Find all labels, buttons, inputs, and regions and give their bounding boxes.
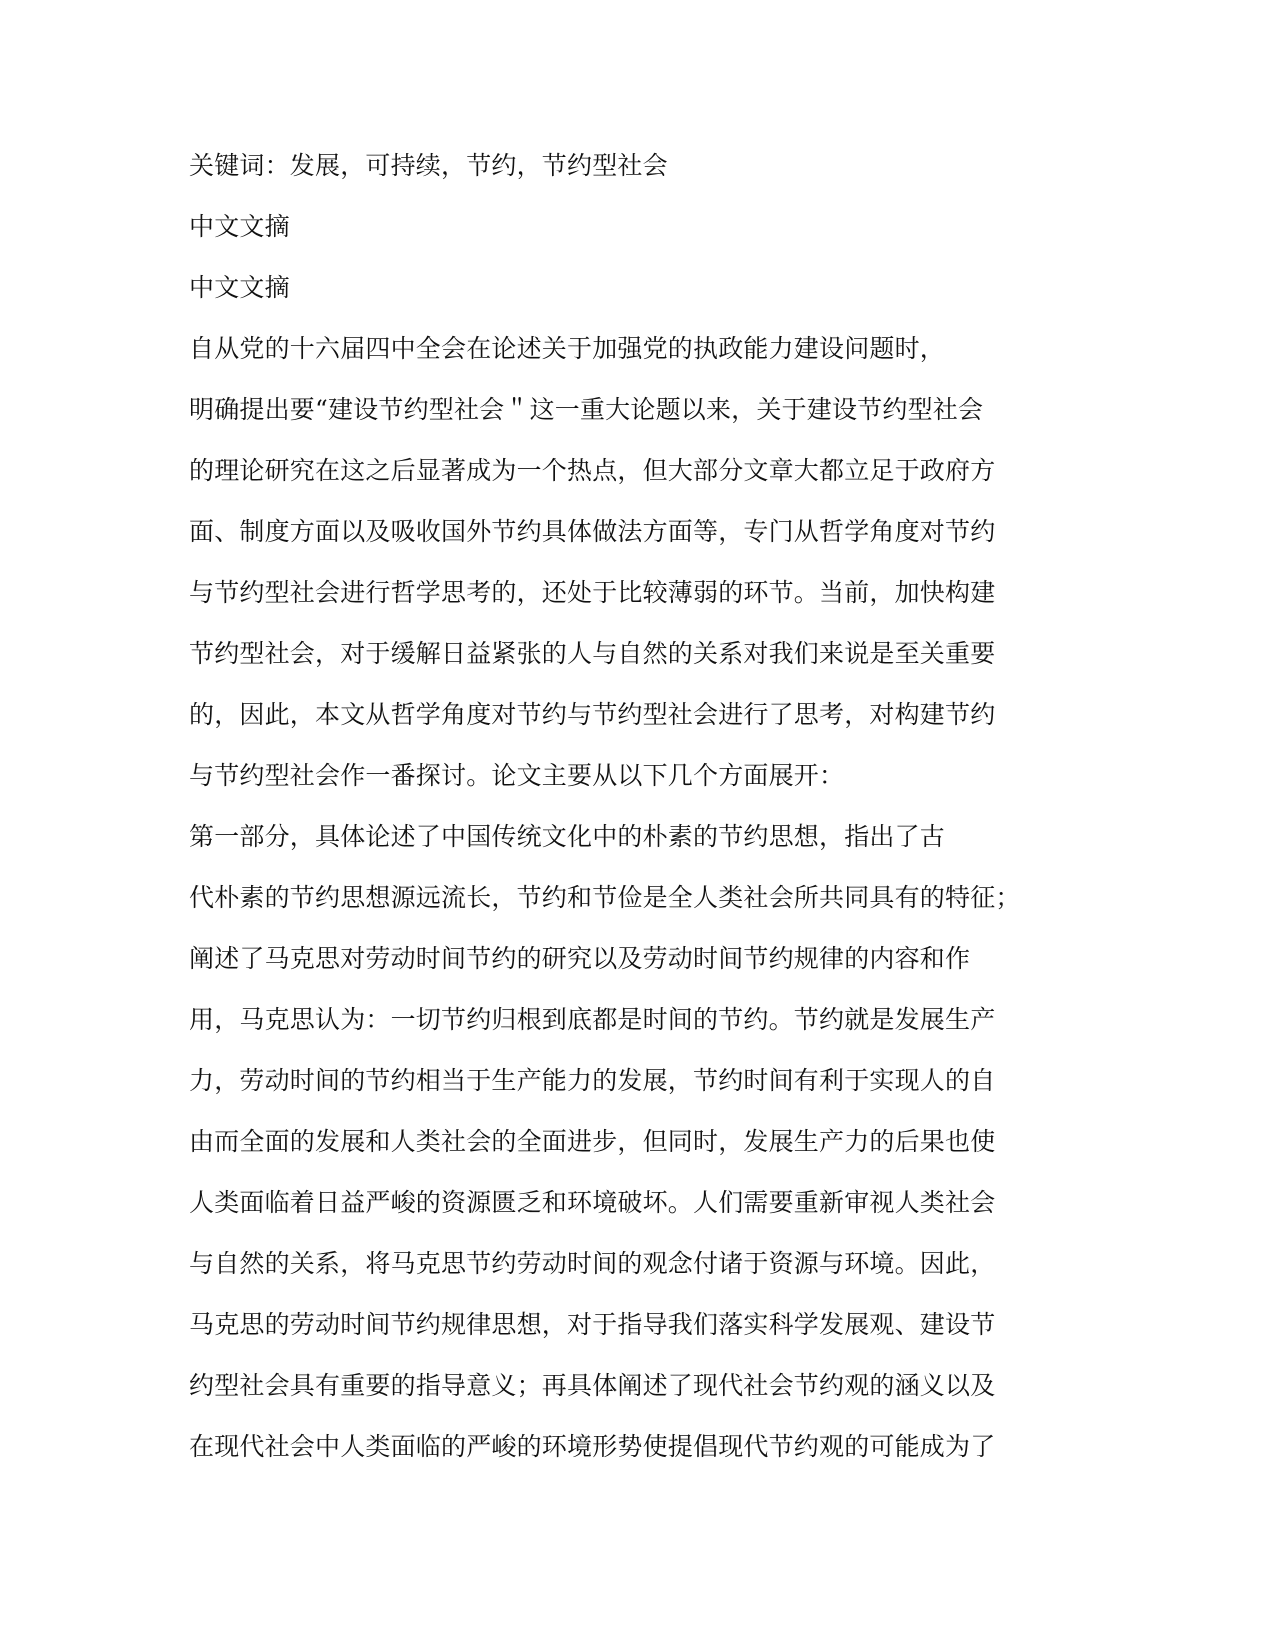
abstract-heading: 中文文摘 [189,212,290,241]
text-line: 代朴素的节约思想源远流长，节约和节俭是全人类社会所共同具有的特征； [189,883,1021,912]
abstract-heading-repeat: 中文文摘 [189,273,290,302]
text-line: 阐述了马克思对劳动时间节约的研究以及劳动时间节约规律的内容和作 [189,944,971,973]
text-line: 与节约型社会进行哲学思考的，还处于比较薄弱的环节。当前，加快构建 [189,578,996,607]
keywords-line: 关键词：发展，可持续，节约，节约型社会 [189,151,668,180]
text-line: 人类面临着日益严峻的资源匮乏和环境破坏。人们需要重新审视人类社会 [189,1188,996,1217]
text-line: 节约型社会，对于缓解日益紧张的人与自然的关系对我们来说是至关重要 [189,639,996,668]
text-line: 明确提出要“建设节约型社会＂这一重大论题以来，关于建设节约型社会 [189,395,984,424]
text-line: 第一部分，具体论述了中国传统文化中的朴素的节约思想，指出了古 [189,822,946,851]
text-line: 面、制度方面以及吸收国外节约具体做法方面等，专门从哲学角度对节约 [189,517,996,546]
text-line: 与节约型社会作一番探讨。论文主要从以下几个方面展开： [189,761,845,790]
text-line: 用，马克思认为：一切节约归根到底都是时间的节约。节约就是发展生产 [189,1005,996,1034]
text-line: 的理论研究在这之后显著成为一个热点，但大部分文章大都立足于政府方 [189,456,996,485]
text-line: 在现代社会中人类面临的严峻的环境形势使提倡现代节约观的可能成为了 [189,1432,996,1461]
document-body [189,142,1021,1484]
text-line: 与自然的关系，将马克思节约劳动时间的观念付诸于资源与环境。因此， [189,1249,996,1278]
text-line: 由而全面的发展和人类社会的全面进步，但同时，发展生产力的后果也使 [189,1127,996,1156]
text-line: 自从党的十六届四中全会在论述关于加强党的执政能力建设问题时， [189,334,946,363]
text-line: 马克思的劳动时间节约规律思想，对于指导我们落实科学发展观、建设节 [189,1310,996,1339]
text-line: 力，劳动时间的节约相当于生产能力的发展，节约时间有利于实现人的自 [189,1066,996,1095]
text-line: 约型社会具有重要的指导意义；再具体阐述了现代社会节约观的涵义以及 [189,1371,996,1400]
text-line: 的，因此，本文从哲学角度对节约与节约型社会进行了思考，对构建节约 [189,700,996,729]
